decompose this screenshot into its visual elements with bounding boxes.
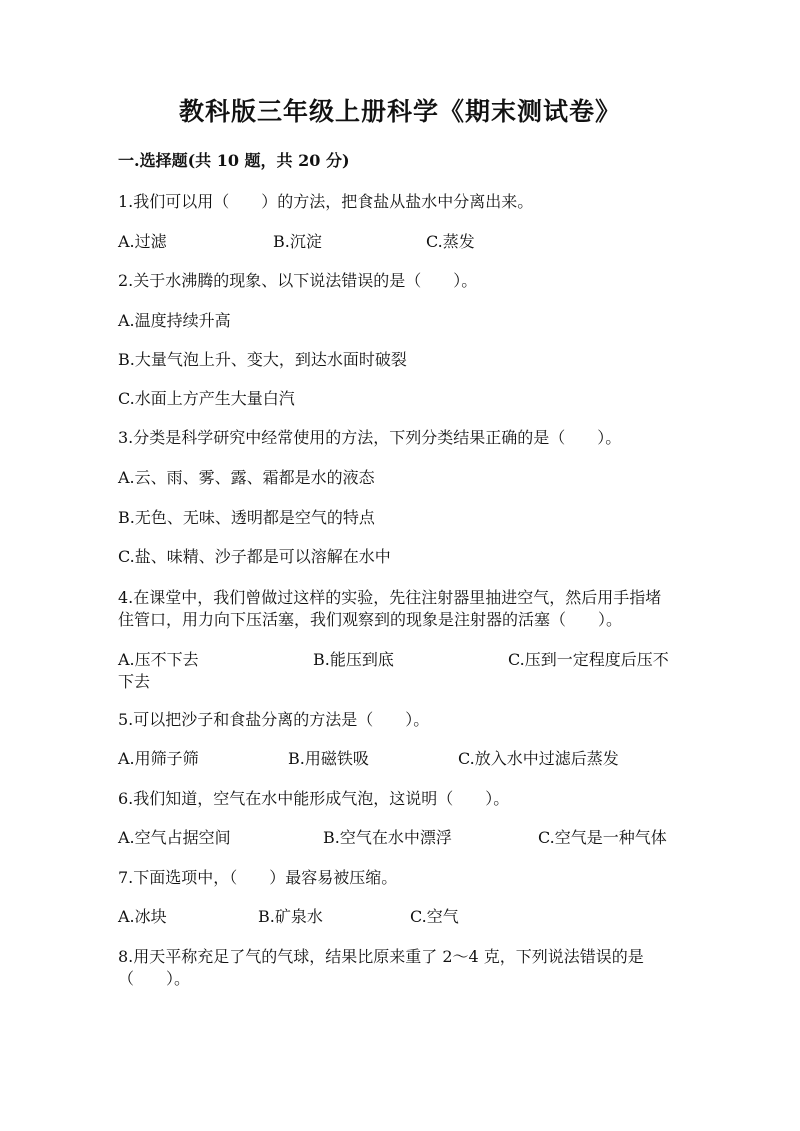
question-6-option-b: B.空气在水中漂浮	[323, 828, 452, 847]
question-6-option-a: A.空气占据空间	[118, 828, 231, 847]
question-3-option-a: A.云、雨、雾、露、霜都是水的液态	[118, 468, 375, 487]
question-7-stem: 7.下面选项中，（ ）最容易被压缩。	[118, 868, 398, 887]
question-7-option-c: C.空气	[410, 907, 459, 926]
question-5-option-a: A.用筛子筛	[118, 749, 199, 768]
question-1-option-c: C.蒸发	[426, 232, 475, 251]
question-3-option-b: B.无色、无味、透明都是空气的特点	[118, 508, 375, 527]
question-7-option-b: B.矿泉水	[258, 907, 323, 926]
question-4-stem-line-1: 4.在课堂中，我们曾做过这样的实验，先往注射器里抽进空气，然后用手指堵	[118, 588, 662, 607]
question-1-option-a: A.过滤	[118, 232, 167, 251]
question-8-stem-line-1: 8.用天平称充足了气的气球，结果比原来重了 2～4 克，下列说法错误的是	[118, 947, 644, 966]
question-5-option-b: B.用磁铁吸	[288, 749, 369, 768]
question-4-option-c: C.压到一定程度后压不	[508, 650, 669, 669]
page-title: 教科版三年级上册科学《期末测试卷》	[178, 97, 621, 126]
question-5-stem: 5.可以把沙子和食盐分离的方法是（ ）。	[118, 710, 430, 729]
question-7-option-a: A.冰块	[118, 907, 167, 926]
question-2-option-a: A.温度持续升高	[118, 311, 231, 330]
question-4-option-b: B.能压到底	[313, 650, 394, 669]
section-heading: 一.选择题(共 10 题，共 20 分)	[118, 151, 350, 170]
question-6-stem: 6.我们知道，空气在水中能形成气泡，这说明（ ）。	[118, 789, 510, 808]
question-2-stem: 2.关于水沸腾的现象、以下说法错误的是（ ）。	[118, 271, 478, 290]
question-3-stem: 3.分类是科学研究中经常使用的方法，下列分类结果正确的是（ ）。	[118, 428, 622, 447]
question-1-option-b: B.沉淀	[273, 232, 322, 251]
question-1-stem: 1.我们可以用（ ）的方法，把食盐从盐水中分离出来。	[118, 192, 534, 211]
question-5-option-c: C.放入水中过滤后蒸发	[458, 749, 619, 768]
question-8-stem-line-2: （ ）。	[118, 969, 191, 988]
question-6-option-c: C.空气是一种气体	[538, 828, 667, 847]
question-3-option-c: C.盐、味精、沙子都是可以溶解在水中	[118, 547, 391, 566]
question-4-option-c-wrap: 下去	[118, 672, 151, 691]
question-2-option-b: B.大量气泡上升、变大，到达水面时破裂	[118, 350, 407, 369]
question-2-option-c: C.水面上方产生大量白汽	[118, 389, 295, 408]
question-4-stem-line-2: 住管口，用力向下压活塞，我们观察到的现象是注射器的活塞（ ）。	[118, 610, 623, 629]
question-4-option-a: A.压不下去	[118, 650, 199, 669]
